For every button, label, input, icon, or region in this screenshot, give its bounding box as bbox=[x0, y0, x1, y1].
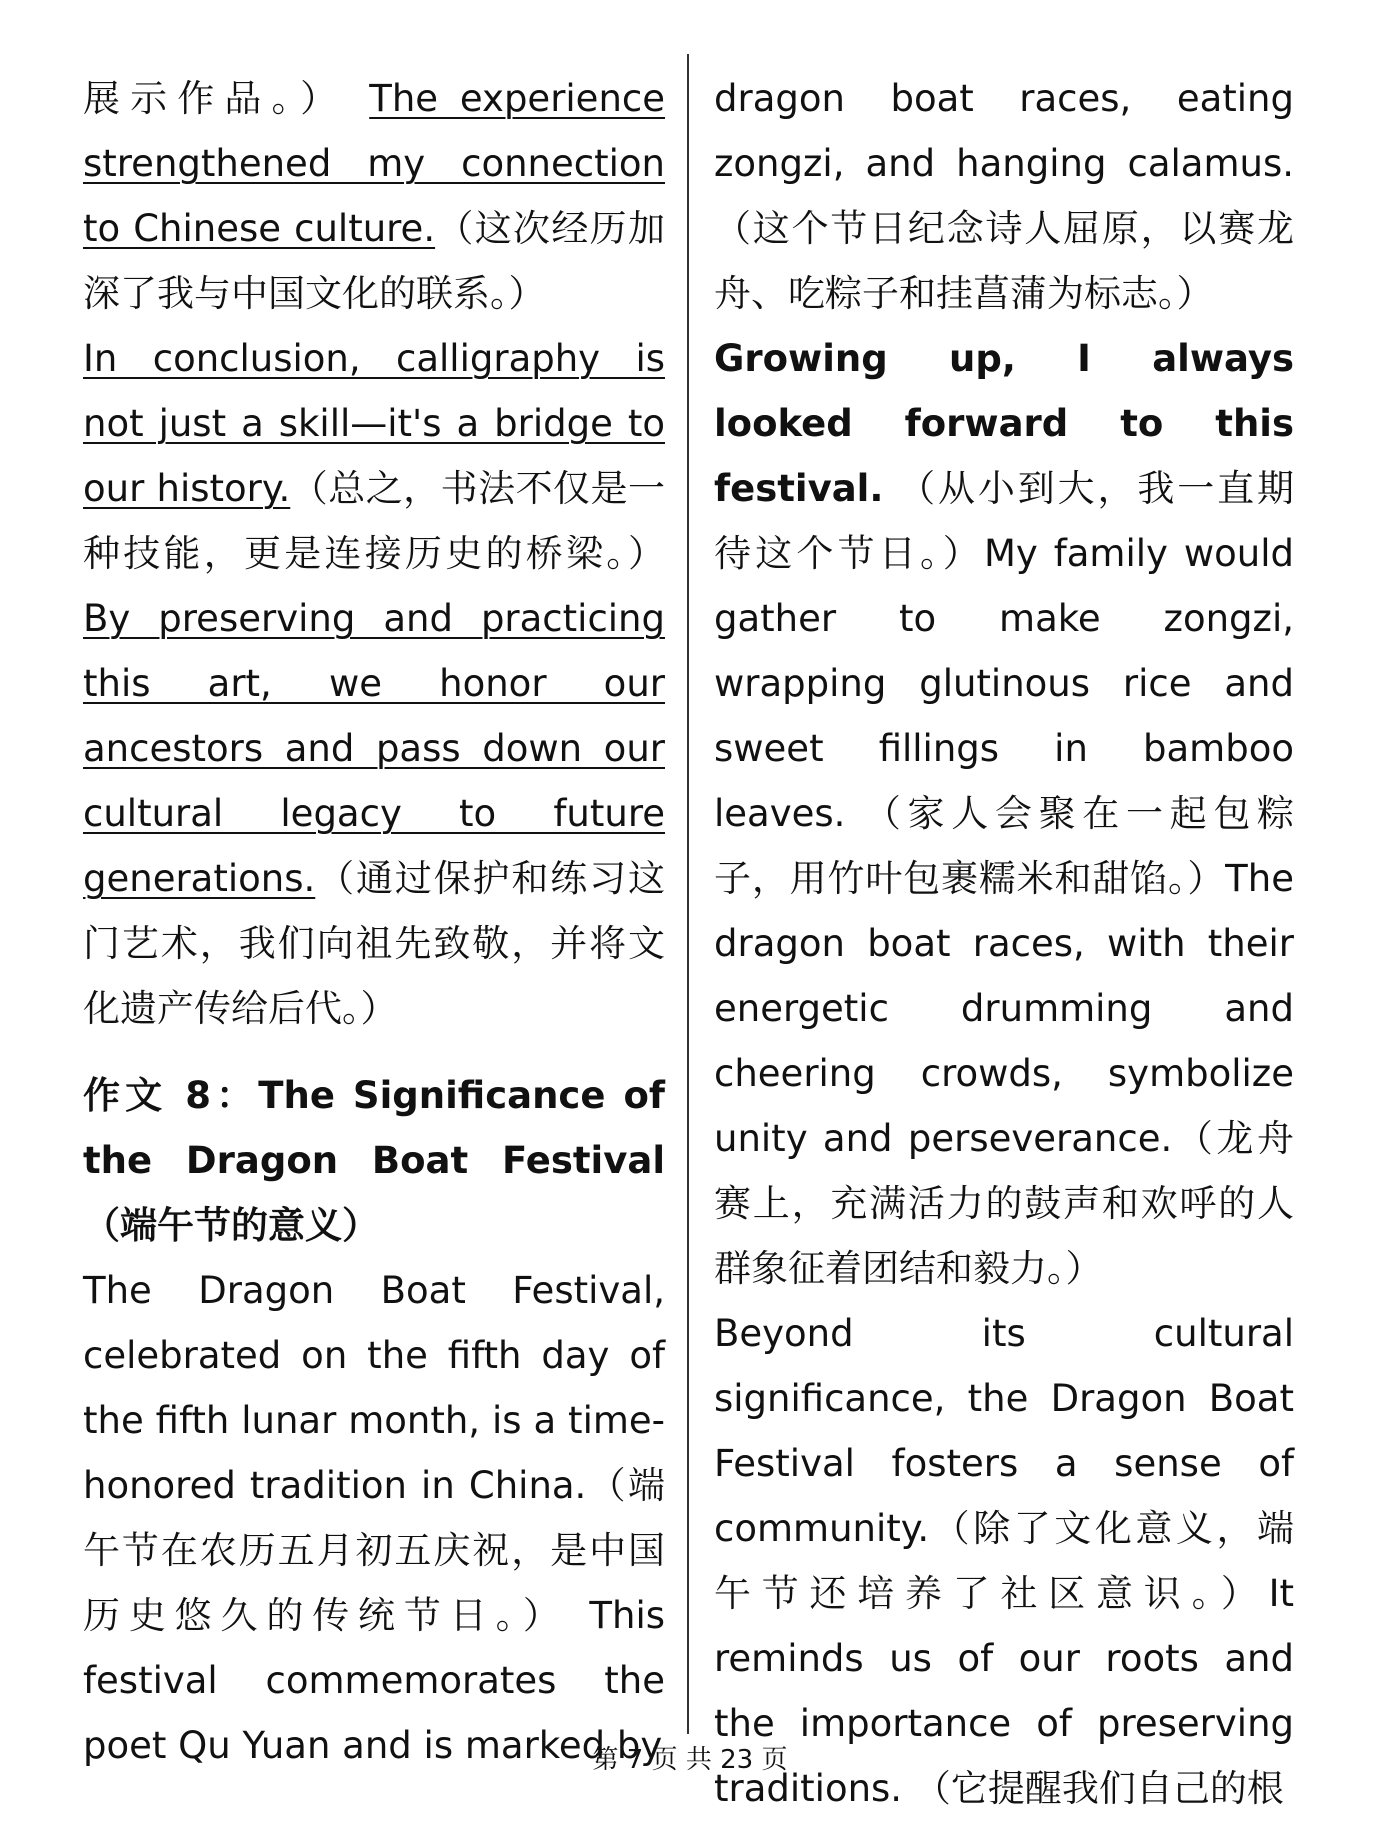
zh-translation: （这次经历加深了我与中国文化的联系。） bbox=[83, 207, 665, 315]
zh-translation: （龙舟赛上，充满活力的鼓声和欢呼的人群象征着团结和毅力。） bbox=[714, 1117, 1294, 1290]
essay-heading: 作文 8：The Significance of the Dragon Boat Festival（端午节的意义） bbox=[83, 1074, 665, 1247]
zh-translation: （从小到大，我一直期待这个节日。） bbox=[714, 467, 1294, 575]
bold-sentence: Growing up, I always looked forward to this festival. bbox=[714, 337, 1294, 510]
zh-translation: （端午节在农历五月初五庆祝，是中国历史悠久的传统节日。） bbox=[83, 1464, 665, 1637]
underlined-sentence: In conclusion, calligraphy is not just a skill—it's a bridge to our history. bbox=[83, 337, 665, 510]
en-sentence: Beyond its cultural significance, the Dragon Boat Festival fosters a sense of community. bbox=[714, 1312, 1294, 1550]
en-sentence: The dragon boat races, with their energetic drumming and cheering crowds, symbolize unity and perseverance. bbox=[714, 857, 1294, 1160]
zh-translation: （除了文化意义，端午节还培养了社区意识。） bbox=[714, 1507, 1294, 1615]
zh-translation: （总之，书法不仅是一种技能，更是连接历史的桥梁。） bbox=[83, 467, 665, 575]
zh-translation: （它提醒我们自己的根 bbox=[902, 1767, 1284, 1810]
paragraph-conclusion bbox=[83, 326, 665, 1041]
paragraph-festival-customs bbox=[714, 66, 1294, 326]
en-sentence: My family would gather to make zongzi, wrapping glutinous rice and sweet fillings in bamboo leaves. bbox=[714, 532, 1295, 835]
en-sentence: The Dragon Boat Festival, celebrated on the fifth day of the fifth lunar month, is a time-honored tradition in China. bbox=[83, 1269, 665, 1507]
zh-translation: （家人会聚在一起包粽子，用竹叶包裹糯米和甜馅。） bbox=[714, 792, 1294, 900]
paragraph-growing-up bbox=[714, 326, 1294, 1301]
page-number-footer: 第 7 页 共 23 页 bbox=[592, 1745, 788, 1775]
en-sentence: dragon boat races, eating zongzi, and hanging calamus. bbox=[714, 77, 1294, 185]
zh-translation: （这个节日纪念诗人屈原，以赛龙舟、吃粽子和挂菖蒲为标志。） bbox=[714, 207, 1294, 315]
underlined-sentence: The experience strengthened my connection to Chinese culture. bbox=[83, 77, 666, 250]
right-column bbox=[714, 66, 1294, 1821]
zh-text: 展示作品。） bbox=[83, 77, 348, 120]
left-column bbox=[83, 66, 665, 1778]
paragraph-calligraphy-experience bbox=[83, 66, 665, 326]
column-divider bbox=[687, 54, 689, 1734]
en-sentence: This festival commemorates the poet Qu Yuan and is marked by bbox=[83, 1594, 665, 1767]
underlined-sentence: By preserving and practicing this art, we honor our ancestors and pass down our cultural legacy to future generations. bbox=[83, 597, 665, 900]
en-sentence: It reminds us of our roots and the importance of preserving traditions. bbox=[714, 1572, 1294, 1810]
paragraph-festival-intro bbox=[83, 1258, 665, 1778]
zh-translation: （通过保护和练习这门艺术，我们向祖先致敬，并将文化遗产传给后代。） bbox=[83, 857, 665, 1030]
